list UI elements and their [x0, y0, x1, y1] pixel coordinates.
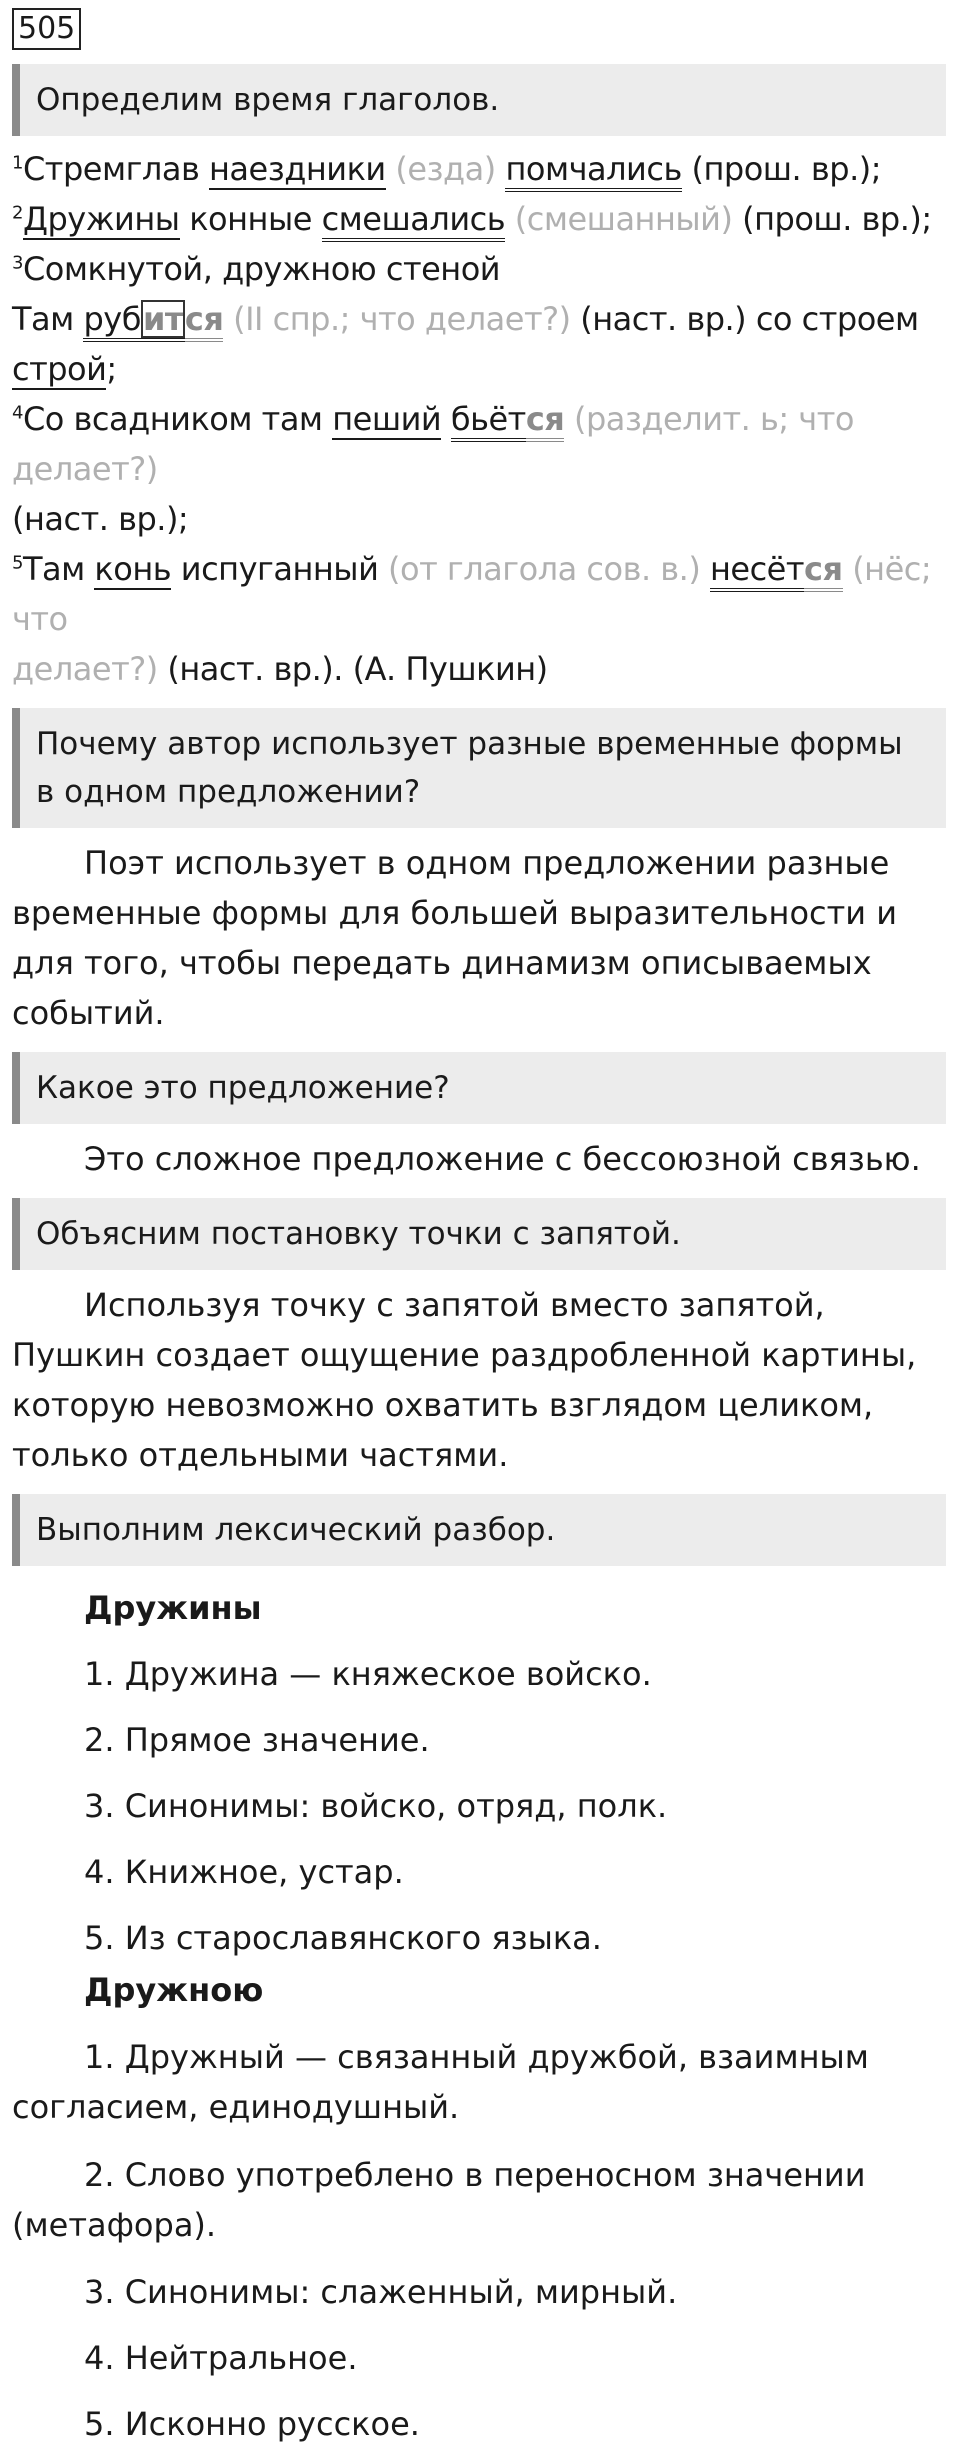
task-why-tenses: Почему автор использует разные временные формы в одном предложении?	[12, 708, 946, 828]
word-rubitsya: рубится	[83, 300, 223, 342]
lexical-title-druzhiny: Дружины	[84, 1589, 262, 1627]
lexical-item: 5. Из старославянского языка.	[84, 1919, 602, 1957]
poem-analysis	[12, 144, 946, 694]
word-naezdniki: наездники	[208, 150, 386, 188]
lexical-item: 4. Книжное, устар.	[84, 1853, 404, 1891]
answer-why-tenses: Поэт использует в одном предложении разные временные формы для большей выразительности и для того, чтобы передать динамизм описываемых событий.	[12, 844, 898, 1032]
word-druzhiny: Дружины	[22, 200, 180, 238]
word-peshiy: пеший	[332, 400, 442, 438]
lexical-item: 1. Дружина — княжеское войско.	[84, 1655, 652, 1693]
lexical-title-druzhnoyu: Дружною	[84, 1971, 264, 2009]
sentence-3-cont: Там рубится (II спр.; что делает?) (наст. вр.) со строем строй;	[12, 300, 919, 388]
word-stroy: строй	[12, 350, 107, 388]
sentence-2: $^2$Дружины конные смешались (смешанный) (прош. вр.);	[12, 194, 946, 244]
sentence-1: $^1$Стремглав наездники (езда) помчались (прош. вр.);	[12, 144, 946, 194]
lexical-item: 4. Нейтральное.	[84, 2339, 358, 2377]
word-pomchalis: помчались	[505, 150, 681, 192]
lexical-druzhiny	[12, 1584, 946, 1962]
lexical-item: 3. Синонимы: войско, отряд, полк.	[84, 1787, 668, 1825]
lexical-item: 2. Слово употреблено в переносном значении (метафора).	[12, 2156, 866, 2244]
exercise-number: 505	[12, 8, 81, 50]
word-byotsya: бьётся	[451, 400, 564, 442]
sentence-3: $^3$Сомкнутой, дружною стеной	[12, 250, 501, 288]
sentence-5: $^5$Там конь испуганный (от глагола сов. в.) несётся (нёс; что делает?) (наст. вр.). (А. Пушкин)	[12, 550, 932, 688]
word-kon: конь	[94, 550, 172, 588]
task-verb-tense: Определим время глаголов.	[12, 64, 946, 136]
lexical-item: 5. Исконно русское.	[84, 2405, 420, 2443]
answer-sentence-type: Это сложное предложение с бессоюзной связью.	[84, 1140, 921, 1178]
task-lexical: Выполним лексический разбор.	[12, 1494, 946, 1566]
lexical-item: 2. Прямое значение.	[84, 1721, 430, 1759]
word-smeshalis: смешались	[322, 200, 506, 242]
word-nesyotsya: несётся	[710, 550, 843, 592]
task-semicolon: Объясним постановку точки с запятой.	[12, 1198, 946, 1270]
lexical-item: 3. Синонимы: слаженный, мирный.	[84, 2273, 678, 2311]
task-sentence-type: Какое это предложение?	[12, 1052, 946, 1124]
lexical-item: 1. Дружный — связанный дружбой, взаимным согласием, единодушный.	[12, 2038, 869, 2126]
answer-semicolon: Используя точку с запятой вместо запятой, Пушкин создает ощущение раздробленной картины, которую невозможно охватить взглядом целиком, только отдельными частями.	[12, 1286, 917, 1474]
sentence-4: $^4$Со всадником там пеший бьётся (разделит. ь; что делает?) (наст. вр.);	[12, 400, 854, 538]
lexical-druzhnoyu	[12, 1966, 946, 2448]
